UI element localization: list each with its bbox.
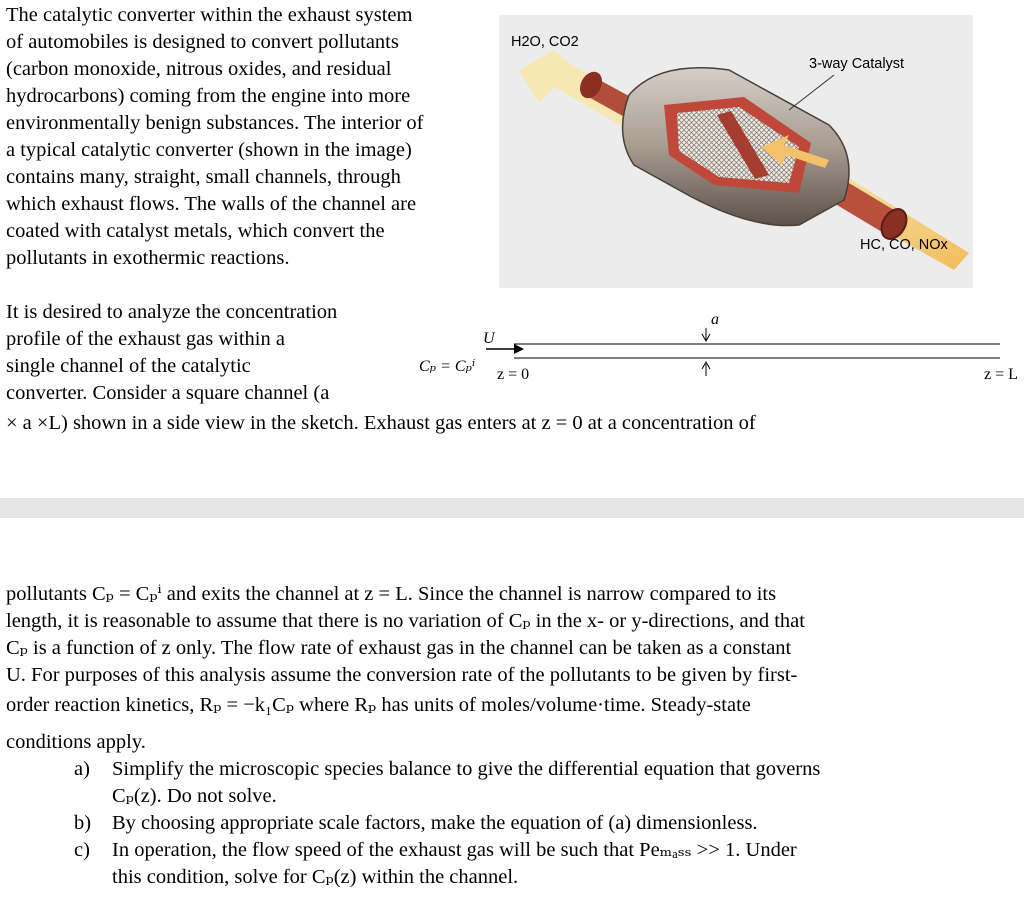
question-a-text-cont: Cₚ(z). Do not solve. xyxy=(112,785,277,807)
inlet-concentration-label: Cₚ = Cₚⁱ xyxy=(419,358,476,375)
intro-line: pollutants in exothermic reactions. xyxy=(6,247,290,269)
inflow-label: HC, CO, NOx xyxy=(860,237,948,253)
continuation-line: order reaction kinetics, Rₚ = −k₁Cₚ where Rₚ has units of moles/volume·time. Steady-state xyxy=(6,694,751,716)
intro-line: environmentally benign substances. The interior of xyxy=(6,112,424,134)
z-length-label: z = L xyxy=(984,366,1018,383)
analysis-line: converter. Consider a square channel (a xyxy=(6,382,330,404)
question-c-marker: c) xyxy=(74,839,90,861)
question-a-marker: a) xyxy=(74,758,90,780)
catalytic-converter-figure xyxy=(499,15,973,288)
intro-line: contains many, straight, small channels, through xyxy=(6,166,401,188)
continuation-line: conditions apply. xyxy=(6,731,146,753)
intro-line: coated with catalyst metals, which convert the xyxy=(6,220,385,242)
outflow-label: H2O, CO2 xyxy=(511,34,579,50)
z-zero-label: z = 0 xyxy=(497,366,530,383)
velocity-label: U xyxy=(483,330,495,347)
question-b-marker: b) xyxy=(74,812,92,834)
continuation-line: pollutants Cₚ = Cₚⁱ and exits the channel at z = L. Since the channel is narrow compared to its xyxy=(6,583,777,605)
question-c-text-cont: this condition, solve for Cₚ(z) within the channel. xyxy=(112,866,519,888)
channel-diagram xyxy=(480,320,1010,390)
page-break-separator xyxy=(0,498,1024,518)
continuation-line: length, it is reasonable to assume that there is no variation of Cₚ in the x- or y-directions, and that xyxy=(6,610,805,632)
analysis-line: × a ×L) shown in a side view in the sketch. Exhaust gas enters at z = 0 at a concentration of xyxy=(6,412,756,434)
intro-line: which exhaust flows. The walls of the channel are xyxy=(6,193,417,215)
analysis-line: single channel of the catalytic xyxy=(6,355,251,377)
intro-line: of automobiles is designed to convert pollutants xyxy=(6,31,399,53)
intro-line: The catalytic converter within the exhaust system xyxy=(6,4,413,26)
continuation-line: Cₚ is a function of z only. The flow rate of exhaust gas in the channel can be taken as a constant xyxy=(6,637,792,659)
question-b-text: By choosing appropriate scale factors, make the equation of (a) dimensionless. xyxy=(112,812,758,834)
channel-width-label: a xyxy=(711,311,719,328)
intro-line: a typical catalytic converter (shown in the image) xyxy=(6,139,412,161)
analysis-line: profile of the exhaust gas within a xyxy=(6,328,285,350)
intro-line: hydrocarbons) coming from the engine into more xyxy=(6,85,411,107)
question-c-text: In operation, the flow speed of the exhaust gas will be such that Peₘₐₛₛ >> 1. Under xyxy=(112,839,797,861)
catalyst-label: 3-way Catalyst xyxy=(809,56,905,72)
intro-line: (carbon monoxide, nitrous oxides, and residual xyxy=(6,58,392,80)
question-a-text: Simplify the microscopic species balance to give the differential equation that governs xyxy=(112,758,821,780)
continuation-line: U. For purposes of this analysis assume the conversion rate of the pollutants to be given by first- xyxy=(6,664,798,686)
analysis-line: It is desired to analyze the concentration xyxy=(6,301,338,323)
